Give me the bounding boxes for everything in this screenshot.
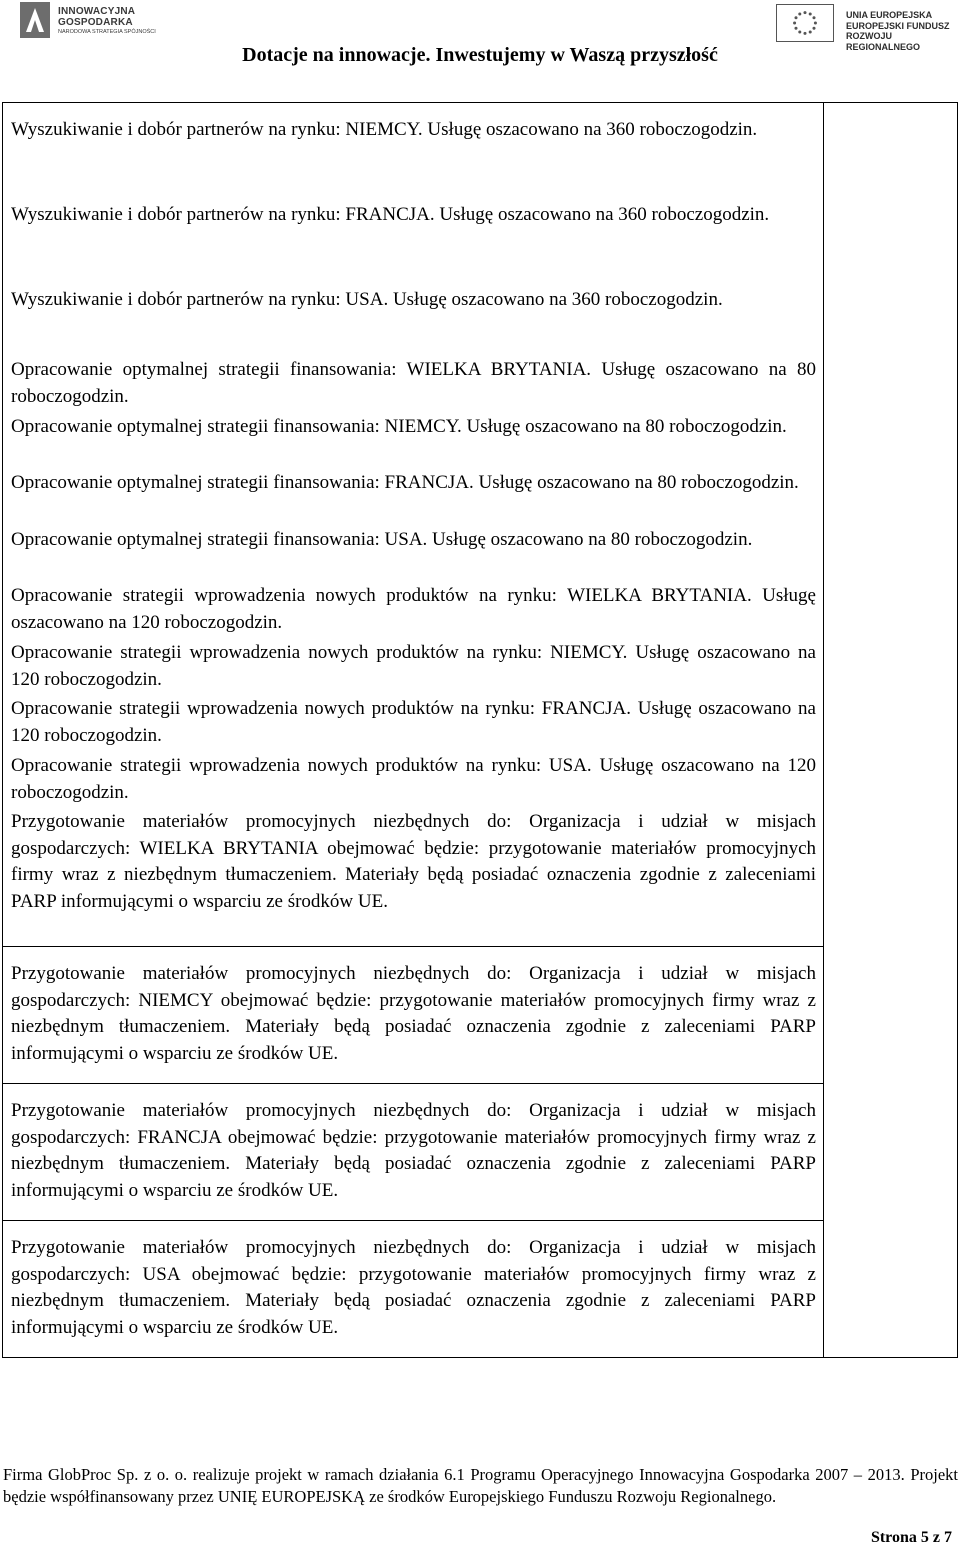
- innowacyjna-gospodarka-logo: [20, 2, 180, 42]
- table-row: [3, 946, 823, 1083]
- service-description: Opracowanie optymalnej strategii finansowania: WIELKA BRYTANIA. Usługę oszacowano na 80 roboczogodzin.: [11, 359, 816, 407]
- service-description: Przygotowanie materiałów promocyjnych niezbędnych do: Organizacja i udział w misjach gospodarczych: WIELKA BRYTANIA obejmować będzie: przygotowanie materiałów promocyjnych firmy wraz z niezbędnym tłumaczeniem. Materiały będą posiadać oznaczenia zgodnie z zaleceniami PARP informującymi o wsparciu ze środków UE.: [11, 811, 816, 912]
- service-description: Opracowanie strategii wprowadzenia nowych produktów na rynku: WIELKA BRYTANIA. Usługę oszacowano na 120 roboczogodzin.: [11, 585, 816, 633]
- logo-subtitle: NARODOWA STRATEGIA SPÓJNOŚCI: [58, 29, 156, 35]
- logo-text: [58, 6, 135, 28]
- service-description: Wyszukiwanie i dobór partnerów na rynku: NIEMCY. Usługę oszacowano na 360 roboczogodzin.: [11, 119, 758, 140]
- service-description: Opracowanie strategii wprowadzenia nowych produktów na rynku: USA. Usługę oszacowano na 120 roboczogodzin.: [11, 755, 816, 803]
- eu-line-2: EUROPEJSKI FUNDUSZ: [846, 20, 950, 31]
- service-description: Wyszukiwanie i dobór partnerów na rynku: FRANCJA. Usługę oszacowano na 360 roboczogodzin.: [11, 204, 770, 225]
- service-description: Przygotowanie materiałów promocyjnych niezbędnych do: Organizacja i udział w misjach gospodarczych: FRANCJA obejmować będzie: przygotowanie materiałów promocyjnych firmy wraz z niezbędnym tłumaczeniem. Materiały będą posiadać oznaczenia zgodnie z zaleceniami PARP informującymi o wsparciu ze środków UE.: [11, 1100, 816, 1201]
- eu-line-3: ROZWOJU REGIONALNEGO: [846, 31, 921, 52]
- services-table: [2, 102, 958, 1358]
- ig-logo-mark-icon: [20, 2, 50, 38]
- service-description: Opracowanie strategii wprowadzenia nowych produktów na rynku: NIEMCY. Usługę oszacowano na 120 roboczogodzin.: [11, 642, 816, 690]
- logo-line-1: INNOWACYJNA: [58, 6, 136, 17]
- page-footer-text: Firma GlobProc Sp. z o. o. realizuje projekt w ramach działania 6.1 Programu Operacyjnego Innowacyjna Gospodarka 2007 – 2013. Projekt będzie współfinansowany przez UNIĘ EUROPEJSKĄ ze środków Europejskiego Funduszu Rozwoju Regionalnego.: [3, 1465, 958, 1506]
- page-header: [0, 0, 960, 70]
- service-description: Opracowanie optymalnej strategii finansowania: USA. Usługę oszacowano na 80 roboczogodzin.: [11, 529, 753, 550]
- logo-line-2: GOSPODARKA: [58, 17, 133, 28]
- service-description: Opracowanie strategii wprowadzenia nowych produktów na rynku: FRANCJA. Usługę oszacowano na 120 roboczogodzin.: [11, 698, 816, 746]
- service-description: Przygotowanie materiałów promocyjnych niezbędnych do: Organizacja i udział w misjach gospodarczych: NIEMCY obejmować będzie: przygotowanie materiałów promocyjnych firmy wraz z niezbędnym tłumaczeniem. Materiały będą posiadać oznaczenia zgodnie z zaleceniami PARP informującymi o wsparciu ze środków UE.: [11, 963, 816, 1064]
- service-description: Przygotowanie materiałów promocyjnych niezbędnych do: Organizacja i udział w misjach gospodarczych: USA obejmować będzie: przygotowanie materiałów promocyjnych firmy wraz z niezbędnym tłumaczeniem. Materiały będą posiadać oznaczenia zgodnie z zaleceniami PARP informującymi o wsparciu ze środków UE.: [11, 1237, 816, 1338]
- eu-flag-icon: [776, 4, 834, 42]
- table-row: [3, 1083, 823, 1220]
- eu-line-1: UNIA EUROPEJSKA: [846, 10, 933, 20]
- service-description: Opracowanie optymalnej strategii finansowania: NIEMCY. Usługę oszacowano na 80 roboczogodzin.: [11, 416, 787, 437]
- service-description: Wyszukiwanie i dobór partnerów na rynku: USA. Usługę oszacowano na 360 roboczogodzin.: [11, 289, 723, 310]
- table-column-divider: [823, 103, 824, 1357]
- service-description: Opracowanie optymalnej strategii finansowania: FRANCJA. Usługę oszacowano na 80 roboczogodzin.: [11, 472, 799, 493]
- page-number: Strona 5 z 7: [870, 1529, 952, 1546]
- table-row: [3, 1220, 823, 1357]
- table-row: [3, 103, 823, 946]
- header-tagline: Dotacje na innowacje. Inwestujemy w Waszą przyszłość: [242, 44, 718, 66]
- eu-logo: [776, 4, 956, 52]
